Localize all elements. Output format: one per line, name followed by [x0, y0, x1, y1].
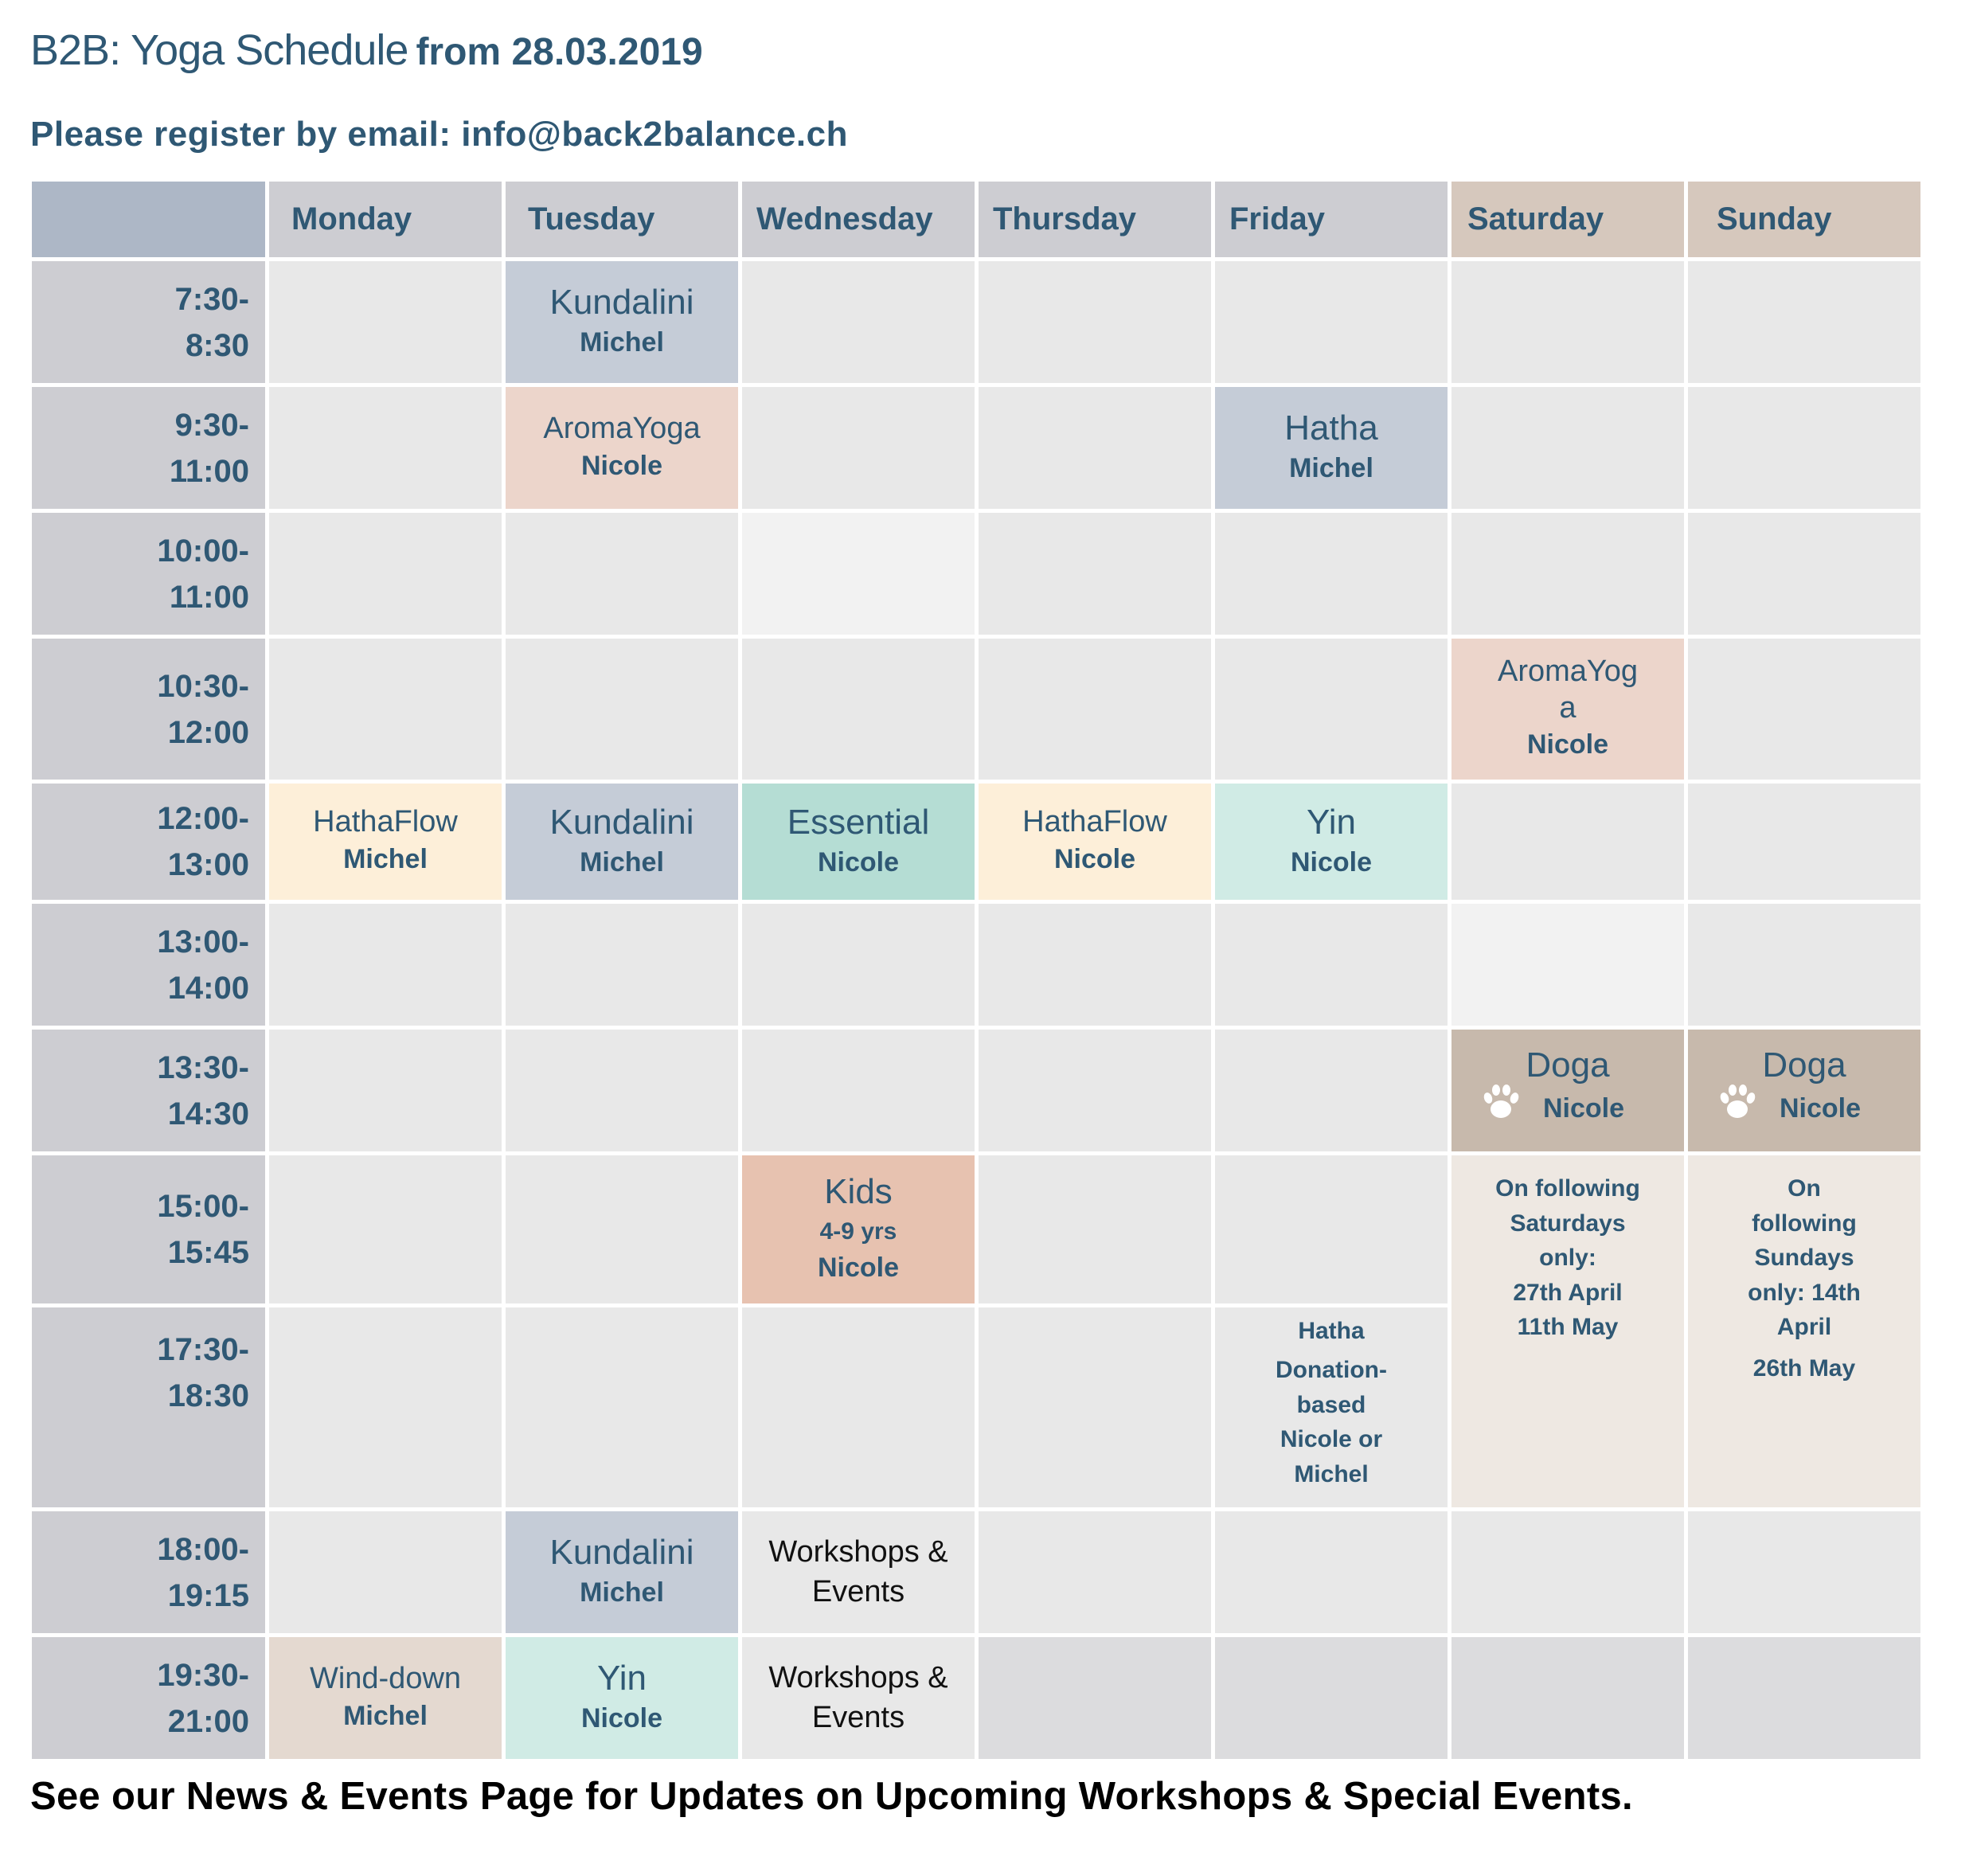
empty-cell	[506, 1155, 738, 1303]
empty-cell	[269, 387, 502, 509]
class-cell[interactable]: HathaFlow Michel	[269, 784, 502, 900]
empty-cell	[1688, 639, 1920, 780]
empty-cell	[979, 639, 1211, 780]
empty-cell	[1451, 513, 1684, 635]
empty-cell	[1215, 513, 1448, 635]
empty-cell	[979, 1511, 1211, 1633]
page-title	[30, 25, 703, 75]
time-slot: 12:00- 13:00	[32, 784, 265, 900]
empty-cell	[506, 513, 738, 635]
empty-cell	[1688, 1637, 1920, 1759]
class-cell[interactable]: HathaFlow Nicole	[979, 784, 1211, 900]
empty-cell	[742, 904, 975, 1026]
empty-cell	[742, 1030, 975, 1151]
empty-cell	[1451, 784, 1684, 900]
empty-cell	[1451, 387, 1684, 509]
class-cell[interactable]: Essential Nicole	[742, 784, 975, 900]
time-slot: 18:00- 19:15	[32, 1511, 265, 1633]
empty-cell	[269, 261, 502, 383]
header-corner	[32, 182, 265, 257]
empty-cell	[269, 1511, 502, 1633]
time-slot: 15:00- 15:45	[32, 1155, 265, 1303]
empty-cell	[1215, 904, 1448, 1026]
empty-cell	[1688, 1511, 1920, 1633]
class-cell[interactable]: Wind-down Michel	[269, 1637, 502, 1759]
empty-cell	[1451, 904, 1684, 1026]
empty-cell	[742, 513, 975, 635]
class-cell[interactable]: Yin Nicole	[506, 1637, 738, 1759]
empty-cell	[1688, 261, 1920, 383]
empty-cell	[1215, 1637, 1448, 1759]
paw-icon	[1479, 1079, 1523, 1124]
class-cell[interactable]: Kundalini Michel	[506, 1511, 738, 1633]
empty-cell	[506, 1030, 738, 1151]
empty-cell	[1215, 1030, 1448, 1151]
register-note[interactable]: Please register by email: info@back2balance.ch	[30, 115, 849, 154]
workshop-cell[interactable]: Workshops & Events	[742, 1637, 975, 1759]
class-cell[interactable]: Kundalini Michel	[506, 784, 738, 900]
empty-cell	[1688, 784, 1920, 900]
schedule-table	[32, 182, 1932, 1774]
class-cell[interactable]: Doga Nicole	[1688, 1030, 1920, 1151]
empty-cell	[269, 639, 502, 780]
empty-cell	[979, 513, 1211, 635]
workshop-cell[interactable]: Workshops & Events	[742, 1511, 975, 1633]
empty-cell	[979, 904, 1211, 1026]
title-date: from 28.03.2019	[416, 31, 703, 73]
sunday-note: On following Sundays only: 14th April 26th May	[1688, 1155, 1920, 1507]
empty-cell	[742, 387, 975, 509]
header-saturday: Saturday	[1451, 182, 1684, 257]
empty-cell	[269, 1030, 502, 1151]
time-slot: 13:30- 14:30	[32, 1030, 265, 1151]
class-cell[interactable]: Hatha Michel	[1215, 387, 1448, 509]
empty-cell	[1688, 387, 1920, 509]
empty-cell	[1451, 261, 1684, 383]
empty-cell	[1451, 1637, 1684, 1759]
empty-cell	[269, 1155, 502, 1303]
class-cell[interactable]: Doga Nicole	[1451, 1030, 1684, 1151]
class-cell[interactable]: Yin Nicole	[1215, 784, 1448, 900]
empty-cell	[506, 904, 738, 1026]
empty-cell	[506, 1307, 738, 1507]
empty-cell	[742, 1307, 975, 1507]
empty-cell	[1215, 261, 1448, 383]
header-monday: Monday	[269, 182, 502, 257]
title-main: B2B: Yoga Schedule	[30, 26, 408, 74]
empty-cell	[269, 904, 502, 1026]
empty-cell	[979, 1030, 1211, 1151]
class-cell[interactable]: Hatha Donation- based Nicole or Michel	[1215, 1307, 1448, 1507]
empty-cell	[1688, 904, 1920, 1026]
paw-icon	[1715, 1079, 1760, 1124]
time-slot: 10:30- 12:00	[32, 639, 265, 780]
time-slot: 7:30- 8:30	[32, 261, 265, 383]
class-cell[interactable]: AromaYoga Nicole	[506, 387, 738, 509]
header-wednesday: Wednesday	[742, 182, 975, 257]
empty-cell	[979, 1307, 1211, 1507]
empty-cell	[1215, 1511, 1448, 1633]
empty-cell	[979, 261, 1211, 383]
empty-cell	[979, 1637, 1211, 1759]
footer-note: See our News & Events Page for Updates on Upcoming Workshops & Special Events.	[30, 1775, 1633, 1818]
header-friday: Friday	[1215, 182, 1448, 257]
empty-cell	[269, 1307, 502, 1507]
class-cell[interactable]: Kids 4-9 yrs Nicole	[742, 1155, 975, 1303]
saturday-note: On following Saturdays only: 27th April 11th May	[1451, 1155, 1684, 1507]
time-slot: 13:00- 14:00	[32, 904, 265, 1026]
empty-cell	[979, 1155, 1211, 1303]
time-slot: 9:30- 11:00	[32, 387, 265, 509]
empty-cell	[506, 639, 738, 780]
empty-cell	[979, 387, 1211, 509]
empty-cell	[1215, 639, 1448, 780]
class-cell[interactable]: AromaYog a Nicole	[1451, 639, 1684, 780]
empty-cell	[1451, 1511, 1684, 1633]
header-sunday: Sunday	[1688, 182, 1920, 257]
empty-cell	[742, 261, 975, 383]
empty-cell	[1688, 513, 1920, 635]
header-thursday: Thursday	[979, 182, 1211, 257]
empty-cell	[1215, 1155, 1448, 1303]
empty-cell	[269, 513, 502, 635]
time-slot: 19:30- 21:00	[32, 1637, 265, 1759]
empty-cell	[742, 639, 975, 780]
time-slot: 17:30- 18:30	[32, 1307, 265, 1507]
class-cell[interactable]: Kundalini Michel	[506, 261, 738, 383]
header-tuesday: Tuesday	[506, 182, 738, 257]
time-slot: 10:00- 11:00	[32, 513, 265, 635]
